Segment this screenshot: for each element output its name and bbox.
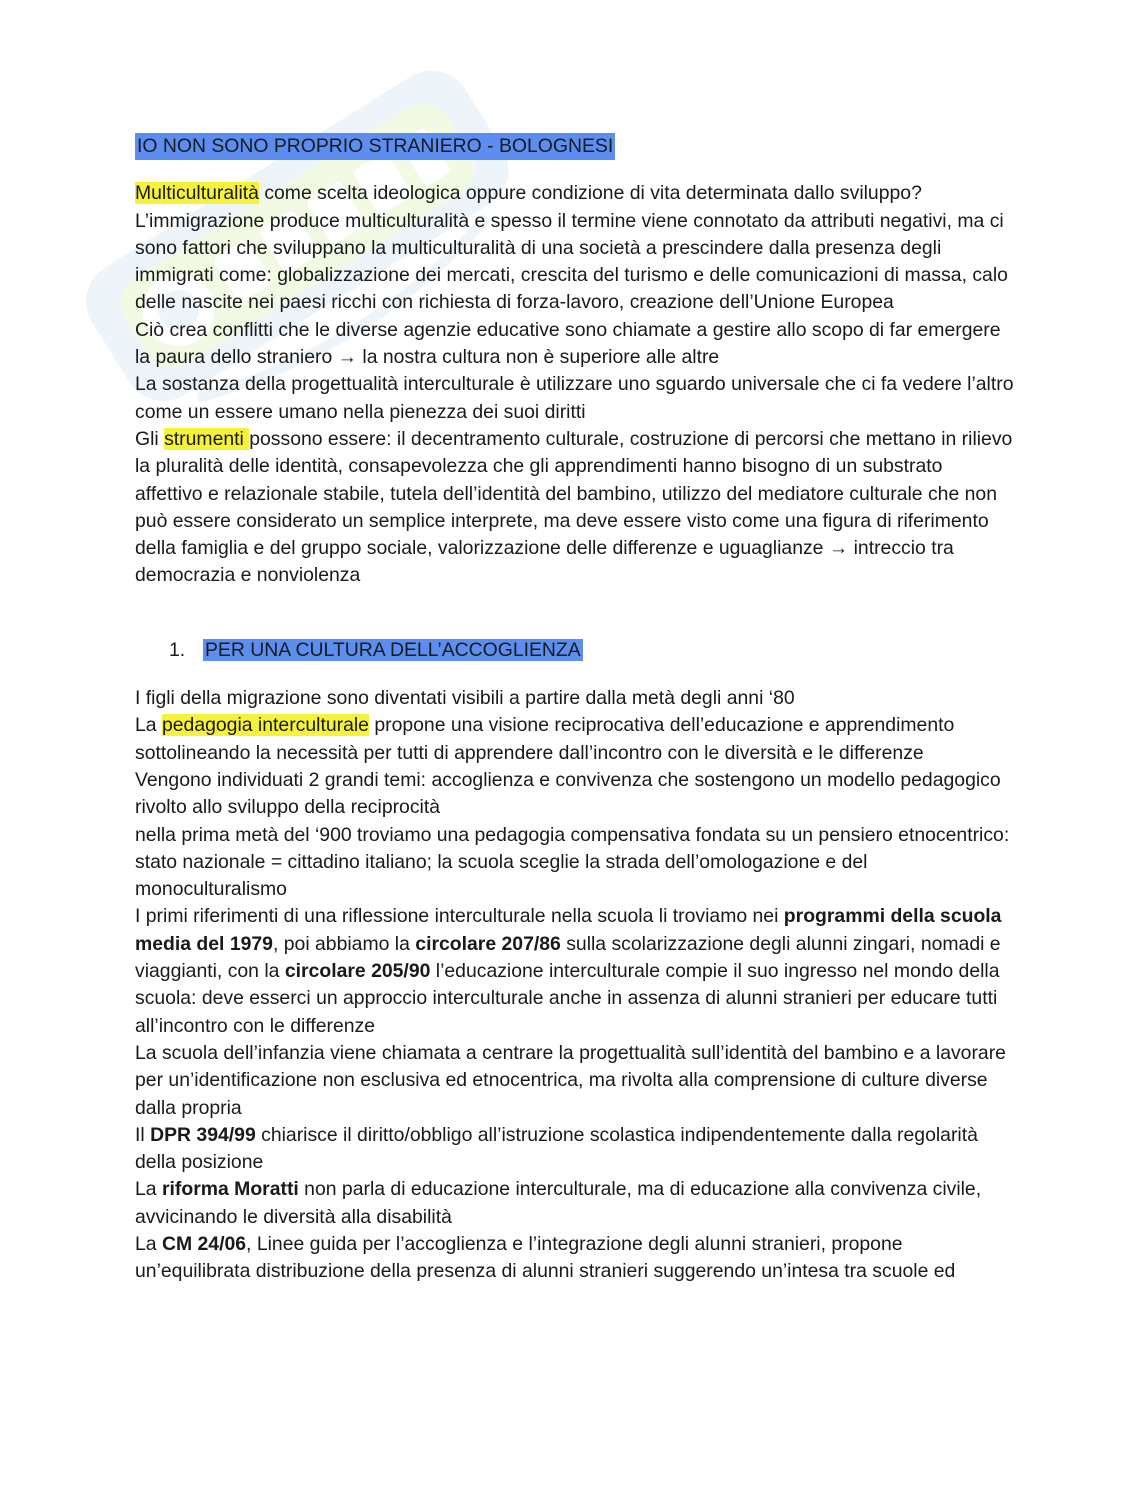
section-1-heading <box>135 637 1015 664</box>
s1-p7-a: Il <box>135 1123 151 1146</box>
document-title: IO NON SONO PROPRIO STRANIERO - BOLOGNESI <box>135 133 615 160</box>
s1-p5-a: I primi riferimenti di una riflessione interculturale nella scuola li troviamo nei <box>135 905 784 928</box>
section-1-paragraph-2 <box>135 712 1015 767</box>
s1-p5-bold-circolare-207: circolare 207/86 <box>415 932 561 955</box>
s1-p9-bold-cm: CM 24/06 <box>161 1232 247 1255</box>
section-1-paragraph-5 <box>135 903 1015 1039</box>
section-1-paragraph-6: La scuola dell’infanzia viene chiamata a centrare la progettualità sull’identità del bambino e a lavorare per un’identificazione non esclusiva ed etnocentrica, ma rivolta alla comprensione di culture diverse dalla propria <box>135 1041 1006 1119</box>
section-1-paragraph-4: nella prima metà del ‘900 troviamo una pedagogia compensativa fondata su un pensiero etnocentrico: stato nazionale = cittadino italiano; la scuola sceglie la strada dell’omologazione e del monoculturalismo <box>135 823 1010 901</box>
highlight-pedagogia-interculturale: pedagogia interculturale <box>161 714 369 737</box>
intro-line1-text: come scelta ideologica oppure condizione di vita determinata dallo sviluppo? <box>258 182 922 205</box>
intro-paragraph-3: Ciò crea conflitti che le diverse agenzie educative sono chiamate a gestire allo scopo di far emergere la paura dello straniero → la nostra cultura non è superiore alle altre <box>135 318 1001 369</box>
intro-paragraph-2: L’immigrazione produce multiculturalità e spesso il termine viene connotato da attributi negativi, ma ci sono fattori che sviluppano la multiculturalità di una società a prescindere dalla presenza degli immigrati come: globalizzazione dei mercati, crescita del turismo e delle comunicazioni di massa, calo delle nascite nei paesi ricchi con richiesta di forza-lavoro, creazione dell’Unione Europea <box>135 209 1008 314</box>
s1-p5-e: sulla scolarizzazione degli alunni zingari, nomadi e viaggianti, con la <box>135 932 1001 983</box>
s1-p7-bold-dpr: DPR 394/99 <box>150 1123 256 1146</box>
s1-p5-bold-circolare-205: circolare 205/90 <box>284 960 431 983</box>
section-1-title: PER UNA CULTURA DELL’ACCOGLIENZA <box>205 638 581 661</box>
highlight-multiculturalita: Multiculturalità <box>135 182 259 205</box>
s1-p5-bold-programmi: programmi della scuola media del 1979 <box>135 905 1002 955</box>
section-1-paragraph-8 <box>135 1176 1015 1231</box>
s1-p9-a: La <box>135 1232 162 1255</box>
document-body <box>135 133 1015 1286</box>
s1-p9-c: , Linee guida per l’accoglienza e l’integrazione degli alunni stranieri, propone un’equilibrata distribuzione della presenza di alunni stranieri suggerendo un’intesa tra scuole ed <box>135 1232 956 1283</box>
section-1-paragraph-3: Vengono individuati 2 grandi temi: accoglienza e convivenza che sostengono un modello pedagogico rivolto allo sviluppo della reciprocità <box>135 768 1001 819</box>
section-1-paragraph-9 <box>135 1231 1015 1286</box>
section-1-number: 1. <box>169 638 186 661</box>
highlight-strumenti: strumenti <box>164 427 250 450</box>
s1-p8-c: non parla di educazione interculturale, ma di educazione alla convivenza civile, avvicinando le diversità alla disabilità <box>135 1178 982 1228</box>
section-1-paragraph-7 <box>135 1122 1015 1177</box>
s1-p5-c: , poi abbiamo la <box>272 932 416 955</box>
s1-p2-pre: La <box>135 714 162 737</box>
s1-p5-g: l’educazione interculturale compie il suo ingresso nel mondo della scuola: deve esserci un approccio interculturale anche in assenza di alunni stranieri per educare tutti all’incontro con le differenze <box>135 960 1000 1037</box>
intro-p5-rest: possono essere: il decentramento culturale, costruzione di percorsi che mettano in rilievo la pluralità delle identità, consapevolezza che gli apprendimenti hanno bisogno di un substrato affettivo e relazionale stabile, tutela dell’identità del bambino, utilizzo del mediatore culturale che non può essere considerato un semplice interprete, ma deve essere visto come una figura di riferimento della famiglia e del gruppo sociale, valorizzazione delle differenze e uguaglianze → intreccio tra democrazia e nonviolenza <box>135 427 1013 587</box>
s1-p7-c: chiarisce il diritto/obbligo all’istruzione scolastica indipendentemente dalla regolarità della posizione <box>135 1123 978 1174</box>
intro-paragraph-4: La sostanza della progettualità interculturale è utilizzare uno sguardo universale che ci fa vedere l’altro come un essere umano nella pienezza dei suoi diritti <box>135 373 1014 423</box>
s1-p8-a: La <box>135 1178 162 1201</box>
s1-p8-bold-moratti: riforma Moratti <box>161 1178 299 1201</box>
intro-paragraph-1 <box>135 180 1015 207</box>
intro-paragraph-5 <box>135 426 1015 590</box>
intro-p5-pre: Gli <box>135 427 165 450</box>
s1-p2-rest: propone una visione reciprocativa dell’educazione e apprendimento sottolineando la necessità per tutti di apprendere dall’incontro con le diversità e le differenze <box>135 714 955 764</box>
section-1-paragraph-1: I figli della migrazione sono diventati visibili a partire dalla metà degli anni ‘80 <box>135 687 795 710</box>
